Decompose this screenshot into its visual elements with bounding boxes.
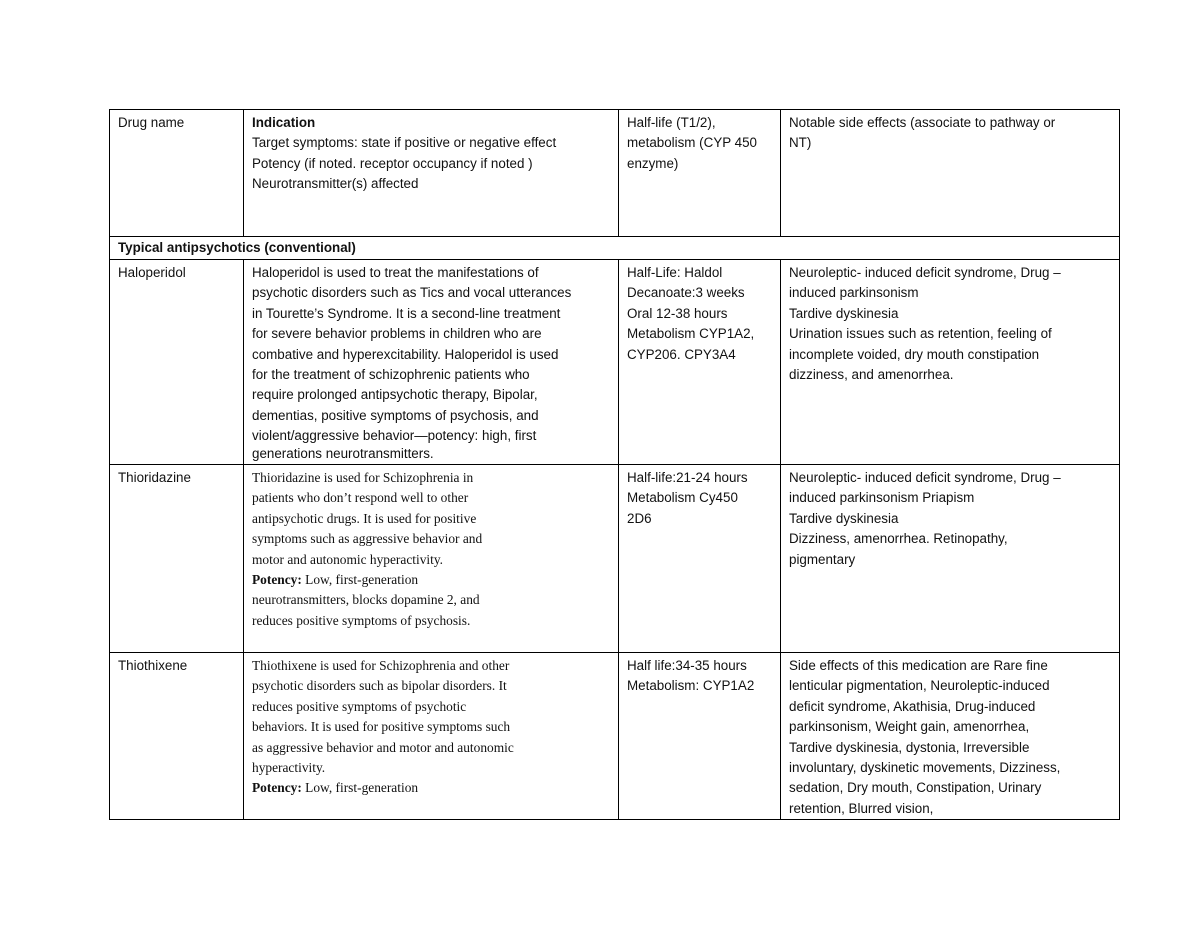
section-row bbox=[110, 237, 1120, 260]
header-halflife-cell bbox=[619, 110, 781, 237]
side-effects-line: dizziness, and amenorrhea. bbox=[789, 367, 954, 383]
header-side-effects-line: Notable side effects (associate to pathway or bbox=[789, 115, 1056, 130]
indication-line: symptoms such as aggressive behavior and bbox=[252, 531, 483, 547]
halflife-cell bbox=[619, 465, 781, 653]
indication-cell bbox=[244, 465, 619, 653]
header-row bbox=[110, 110, 1120, 237]
header-side-effects-line: NT) bbox=[789, 135, 812, 151]
side-effects-line: parkinsonism, Weight gain, amenorrhea, bbox=[789, 719, 1030, 735]
drug-name: Thiothixene bbox=[118, 658, 188, 673]
side-effects-line: involuntary, dyskinetic movements, Dizziness, bbox=[789, 760, 1061, 776]
header-halflife-line: Half-life (T1/2), bbox=[627, 115, 716, 130]
potency-line bbox=[252, 778, 610, 798]
indication-line: violent/aggressive behavior—potency: high, first bbox=[252, 428, 537, 444]
indication-line: psychotic disorders such as Tics and vocal utterances bbox=[252, 285, 572, 301]
potency-text: Low, first-generation bbox=[301, 780, 419, 796]
side-effects-line: Urination issues such as retention, feeling of bbox=[789, 326, 1052, 342]
indication-line: behaviors. It is used for positive symptoms such bbox=[252, 719, 511, 735]
indication-line: patients who don’t respond well to other bbox=[252, 490, 469, 506]
side-effects-line: Neuroleptic- induced deficit syndrome, Drug – bbox=[789, 265, 1061, 280]
table-row-haloperidol bbox=[110, 260, 1120, 465]
indication-cell bbox=[244, 260, 619, 465]
halflife-line: Metabolism Cy450 bbox=[627, 490, 738, 506]
halflife-line: Half-Life: Haldol bbox=[627, 265, 723, 280]
drug-table bbox=[109, 109, 1120, 820]
halflife-line: Metabolism CYP1A2, bbox=[627, 326, 755, 342]
side-effects-cell bbox=[781, 465, 1120, 653]
section-heading-cell bbox=[110, 237, 1120, 260]
side-effects-line: pigmentary bbox=[789, 551, 856, 567]
side-effects-line: induced parkinsonism Priapism bbox=[789, 490, 975, 506]
indication-line: dementias, positive symptoms of psychosis, and bbox=[252, 407, 539, 423]
side-effects-line: Tardive dyskinesia, dystonia, Irreversible bbox=[789, 739, 1030, 755]
halflife-line: Half-life:21-24 hours bbox=[627, 470, 748, 485]
indication-line: reduces positive symptoms of psychosis. bbox=[252, 612, 471, 628]
header-drug-name-cell bbox=[110, 110, 244, 237]
indication-line: neurotransmitters, blocks dopamine 2, and bbox=[252, 592, 480, 608]
side-effects-line: incomplete voided, dry mouth constipation bbox=[789, 346, 1040, 362]
indication-line: require prolonged antipsychotic therapy, Bipolar, bbox=[252, 387, 538, 403]
side-effects-line: Tardive dyskinesia bbox=[789, 510, 899, 526]
side-effects-line: Tardive dyskinesia bbox=[789, 305, 899, 321]
table-row-thioridazine bbox=[110, 465, 1120, 653]
drug-name: Haloperidol bbox=[118, 265, 186, 280]
indication-line: in Tourette’s Syndrome. It is a second-line treatment bbox=[252, 305, 561, 321]
indication-line: Thiothixene is used for Schizophrenia and other bbox=[252, 658, 510, 673]
halflife-cell bbox=[619, 260, 781, 465]
indication-line: hyperactivity. bbox=[252, 760, 326, 776]
side-effects-line: induced parkinsonism bbox=[789, 285, 919, 301]
indication-line: generations neurotransmitters. bbox=[252, 445, 434, 461]
side-effects-line: lenticular pigmentation, Neuroleptic-induced bbox=[789, 678, 1050, 694]
header-halflife-line: metabolism (CYP 450 bbox=[627, 135, 757, 151]
halflife-line: Metabolism: CYP1A2 bbox=[627, 678, 755, 694]
side-effects-line: sedation, Dry mouth, Constipation, Urinary bbox=[789, 780, 1042, 796]
halflife-line: Half life:34-35 hours bbox=[627, 658, 747, 673]
header-indication-line: Neurotransmitter(s) affected bbox=[252, 176, 419, 192]
indication-line: as aggressive behavior and motor and autonomic bbox=[252, 739, 514, 755]
halflife-cell bbox=[619, 653, 781, 820]
section-heading: Typical antipsychotics (conventional) bbox=[118, 240, 356, 255]
indication-line: Haloperidol is used to treat the manifestations of bbox=[252, 265, 539, 280]
indication-cell bbox=[244, 653, 619, 820]
halflife-line: 2D6 bbox=[627, 510, 652, 526]
potency-text: Low, first-generation bbox=[301, 572, 419, 588]
drug-name-cell bbox=[110, 260, 244, 465]
drug-name: Thioridazine bbox=[118, 470, 191, 485]
side-effects-line: retention, Blurred vision, bbox=[789, 800, 934, 816]
potency-label: Potency: bbox=[252, 780, 302, 796]
indication-line: motor and autonomic hyperactivity. bbox=[252, 551, 444, 567]
halflife-line: Decanoate:3 weeks bbox=[627, 285, 745, 301]
header-drug-name: Drug name bbox=[118, 115, 185, 130]
header-indication-title: Indication bbox=[252, 115, 316, 130]
header-indication-line: Target symptoms: state if positive or negative effect bbox=[252, 135, 557, 151]
side-effects-line: Side effects of this medication are Rare fine bbox=[789, 658, 1048, 673]
indication-line: combative and hyperexcitability. Haloperidol is used bbox=[252, 346, 559, 362]
potency-line bbox=[252, 570, 610, 590]
drug-name-cell bbox=[110, 465, 244, 653]
halflife-line: CYP206. CPY3A4 bbox=[627, 346, 736, 362]
header-indication-cell bbox=[244, 110, 619, 237]
table-row-thiothixene bbox=[110, 653, 1120, 820]
indication-line: antipsychotic drugs. It is used for positive bbox=[252, 510, 477, 526]
indication-line: psychotic disorders such as bipolar disorders. It bbox=[252, 678, 507, 694]
halflife-line: Oral 12-38 hours bbox=[627, 305, 728, 321]
indication-line: for the treatment of schizophrenic patients who bbox=[252, 367, 530, 383]
side-effects-line: Dizziness, amenorrhea. Retinopathy, bbox=[789, 531, 1008, 547]
side-effects-line: Neuroleptic- induced deficit syndrome, Drug – bbox=[789, 470, 1061, 485]
potency-label: Potency: bbox=[252, 572, 302, 588]
side-effects-line: deficit syndrome, Akathisia, Drug-induced bbox=[789, 698, 1036, 714]
drug-name-cell bbox=[110, 653, 244, 820]
header-halflife-line: enzyme) bbox=[627, 155, 679, 171]
indication-line: reduces positive symptoms of psychotic bbox=[252, 698, 467, 714]
header-indication-line: Potency (if noted. receptor occupancy if noted ) bbox=[252, 155, 533, 171]
side-effects-cell bbox=[781, 653, 1120, 820]
indication-line: for severe behavior problems in children who are bbox=[252, 326, 542, 342]
side-effects-cell bbox=[781, 260, 1120, 465]
indication-line: Thioridazine is used for Schizophrenia in bbox=[252, 470, 474, 485]
header-side-effects-cell bbox=[781, 110, 1120, 237]
